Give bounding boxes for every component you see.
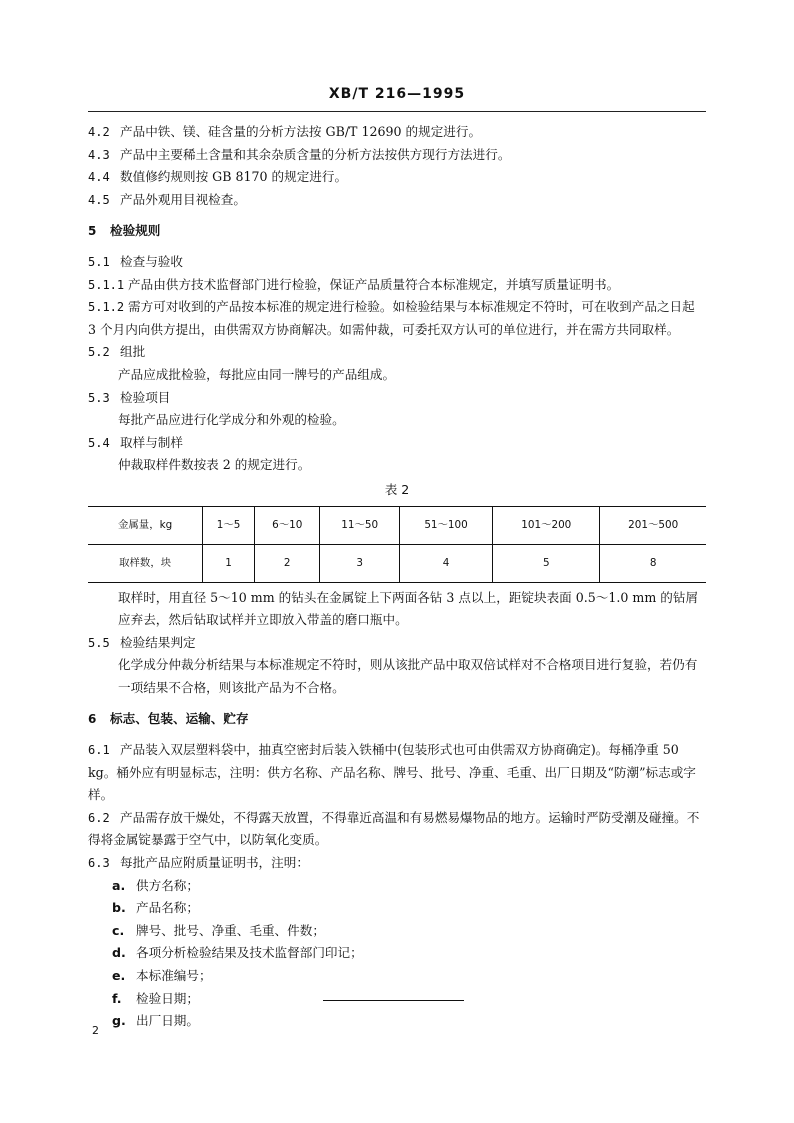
table-cell: 3 [320,544,399,582]
list-item [88,920,706,943]
clause-text: 产品中主要稀土含量和其余杂质含量的分析方法按供方现行方法进行。 [120,146,511,162]
clause-number: 5.1.1 [88,277,125,292]
clause-number: 5.1 [88,254,110,269]
table-cell: 11～50 [320,506,399,544]
clause-5-2-text: 产品应成批检验，每批应由同一牌号的产品组成。 [118,366,396,382]
table-cell: 4 [399,544,492,582]
list-item-text: 牌号、批号、净重、毛重、件数； [136,922,325,938]
clause-number: 6.3 [88,856,110,871]
clause-number: 6.2 [88,810,110,825]
sampling-table [88,506,706,583]
table-cell: 2 [254,544,320,582]
clause-number: 4.5 [88,192,110,207]
clause-text: 产品装入双层塑料袋中，抽真空密封后装入铁桶中(包装形式也可由供需双方协商确定)。每桶净重 50 kg。桶外应有明显标志，注明：供方名称、产品名称、牌号、批号、净重、毛重、出厂日期及“防潮”标志或字样。 [88,742,696,803]
table-cell: 5 [493,544,600,582]
section-number: 6 [88,712,97,727]
list-item [88,875,706,898]
clause-5-5 [88,632,706,655]
clause-5-5-text: 化学成分仲裁分析结果与本标准规定不符时，则从该批产品中取双倍试样对不合格项目进行复验，若仍有一项结果不合格，则该批产品为不合格。 [118,657,698,695]
certificate-items-list [88,875,706,1033]
document-body [88,121,706,1033]
list-item [88,897,706,920]
clause-4-4 [88,166,706,189]
clause-text: 产品中铁、镁、硅含量的分析方法按 GB/T 12690 的规定进行。 [120,124,482,139]
clause-5-2 [88,341,706,364]
clause-text: 每批产品应附质量证明书，注明： [120,855,309,871]
standard-number-header: XB/T 216—1995 [328,86,466,102]
list-item-label: g. [112,1013,126,1029]
clause-text: 产品需存放干燥处，不得露天放置，不得靠近高温和有易燃易爆物品的地方。运输时严防受潮及碰撞。不得将金属锭暴露于空气中，以防氧化变质。 [88,809,700,848]
list-item [88,942,706,965]
clause-4-5 [88,189,706,212]
table-caption: 表 2 [384,481,410,497]
clause-title: 组批 [120,344,146,360]
list-item-label: d. [112,945,126,961]
clause-title: 检验结果判定 [120,634,196,650]
list-item [88,988,706,1011]
table-cell: 51～100 [399,506,492,544]
list-item [88,1010,706,1033]
clause-number: 4.2 [88,125,110,139]
clause-number: 5.5 [88,635,110,650]
section-6-heading [88,708,706,731]
table-cell: 1～5 [203,506,255,544]
list-item-label: c. [112,922,125,938]
clause-number: 6.1 [88,743,110,758]
sampling-procedure-text: 取样时，用直径 5～10 mm 的钻头在金属锭上下两面各钻 3 点以上，距锭块表面 0.5～1.0 mm 的钻屑应弃去，然后钻取试样并立即放入带盖的磨口瓶中。 [118,589,699,628]
clause-number: 4.3 [88,147,110,162]
row-header-metal-amount: 金属量，kg [88,506,203,544]
clause-number: 5.3 [88,390,110,405]
clause-4-3 [88,144,706,167]
clause-5-1-1 [88,274,706,297]
clause-5-3-text: 每批产品应进行化学成分和外观的检验。 [118,412,345,428]
list-item-text: 本标准编号； [136,968,212,983]
list-item-text: 出厂日期。 [136,1013,199,1029]
list-item-text: 产品名称； [136,900,199,916]
clause-5-1-2 [88,296,706,341]
clause-title: 检查与验收 [120,253,183,269]
section-number: 5 [88,224,97,239]
table-cell: 101～200 [493,506,600,544]
list-item-label: a. [112,877,126,893]
clause-text: 产品外观用目视检查。 [120,191,246,207]
clause-4-2 [88,121,706,144]
clause-text: 需方可对收到的产品按本标准的规定进行检验。如检验结果与本标准规定不符时，可在收到产品之日起 3 个月内向供方提出，由供需双方协商解决。如需仲裁，可委托双方认可的单位进行，并在需方共同取样。 [88,299,695,337]
clause-number: 5.2 [88,345,110,360]
list-item-text: 供方名称； [136,877,199,893]
section-title: 检验规则 [110,223,161,239]
clause-text: 数值修约规则按 GB 8170 的规定进行。 [120,169,348,185]
clause-number: 5.1.2 [88,300,125,315]
table-row [88,544,706,582]
table-cell: 6～10 [254,506,320,544]
clause-6-1 [88,739,706,807]
section-title: 标志、包装、运输、贮存 [110,711,249,727]
clause-5-4-text: 仲裁取样件数按表 2 的规定进行。 [118,457,311,473]
list-item-label: f. [112,990,122,1006]
section-5-heading [88,220,706,243]
page-number: 2 [92,1024,99,1037]
list-item-text: 各项分析检验结果及技术监督部门印记； [136,945,363,961]
clause-5-3 [88,387,706,410]
table-row [88,506,706,544]
clause-6-2 [88,807,706,852]
table-cell: 8 [600,544,706,582]
clause-5-1 [88,251,706,274]
clause-title: 取样与制样 [120,434,183,450]
row-header-sample-count: 取样数，块 [88,544,203,582]
end-of-text-rule [323,1000,464,1001]
clause-5-4 [88,432,706,455]
list-item-label: e. [112,968,126,983]
list-item-label: b. [112,900,126,916]
table-cell: 1 [203,544,255,582]
clause-number: 5.4 [88,435,110,450]
clause-title: 检验项目 [120,389,171,405]
header-rule [88,111,706,112]
list-item-text: 检验日期； [136,990,199,1006]
list-item [88,965,706,988]
clause-text: 产品由供方技术监督部门进行检验，保证产品质量符合本标准规定，并填写质量证明书。 [128,276,620,292]
table-cell: 201～500 [600,506,706,544]
clause-number: 4.4 [88,170,110,185]
clause-6-3 [88,852,706,875]
